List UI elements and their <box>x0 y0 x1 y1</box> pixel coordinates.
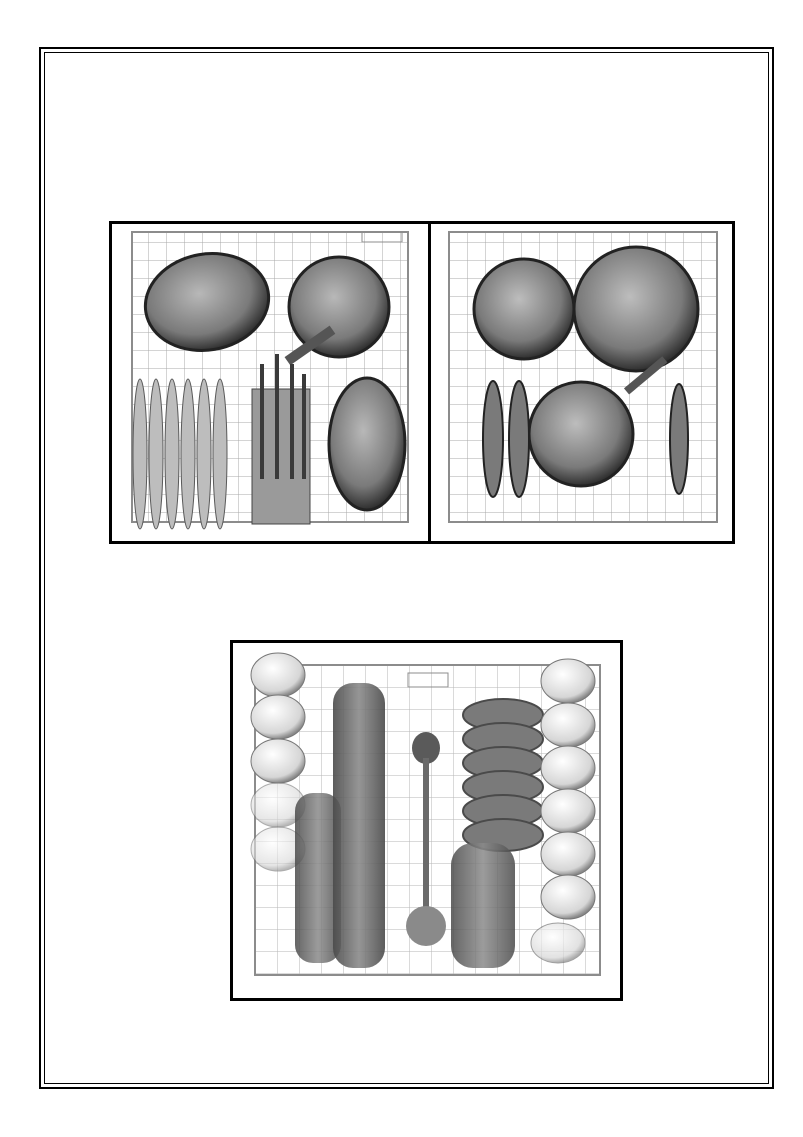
lower-basket-load-b-image <box>431 224 732 541</box>
lid-right <box>670 384 688 494</box>
saucers <box>463 699 543 851</box>
frying-pan-top <box>289 257 389 357</box>
upper-basket-figure <box>230 640 623 1001</box>
lid-left-1 <box>483 381 503 497</box>
lid-left-2 <box>509 381 529 497</box>
lower-basket-load-a-image <box>112 224 428 541</box>
tall-glasses-column <box>333 683 385 968</box>
lower-basket-panel-right <box>431 224 732 541</box>
glasses-right <box>451 843 515 968</box>
upper-basket-load-image <box>233 643 620 998</box>
frying-pan <box>529 382 633 486</box>
frying-pan-bottom <box>329 378 405 510</box>
lower-basket-panel-left <box>112 224 428 541</box>
lower-basket-figure <box>109 221 735 544</box>
cooking-pot <box>474 259 574 359</box>
large-pan <box>574 247 698 371</box>
